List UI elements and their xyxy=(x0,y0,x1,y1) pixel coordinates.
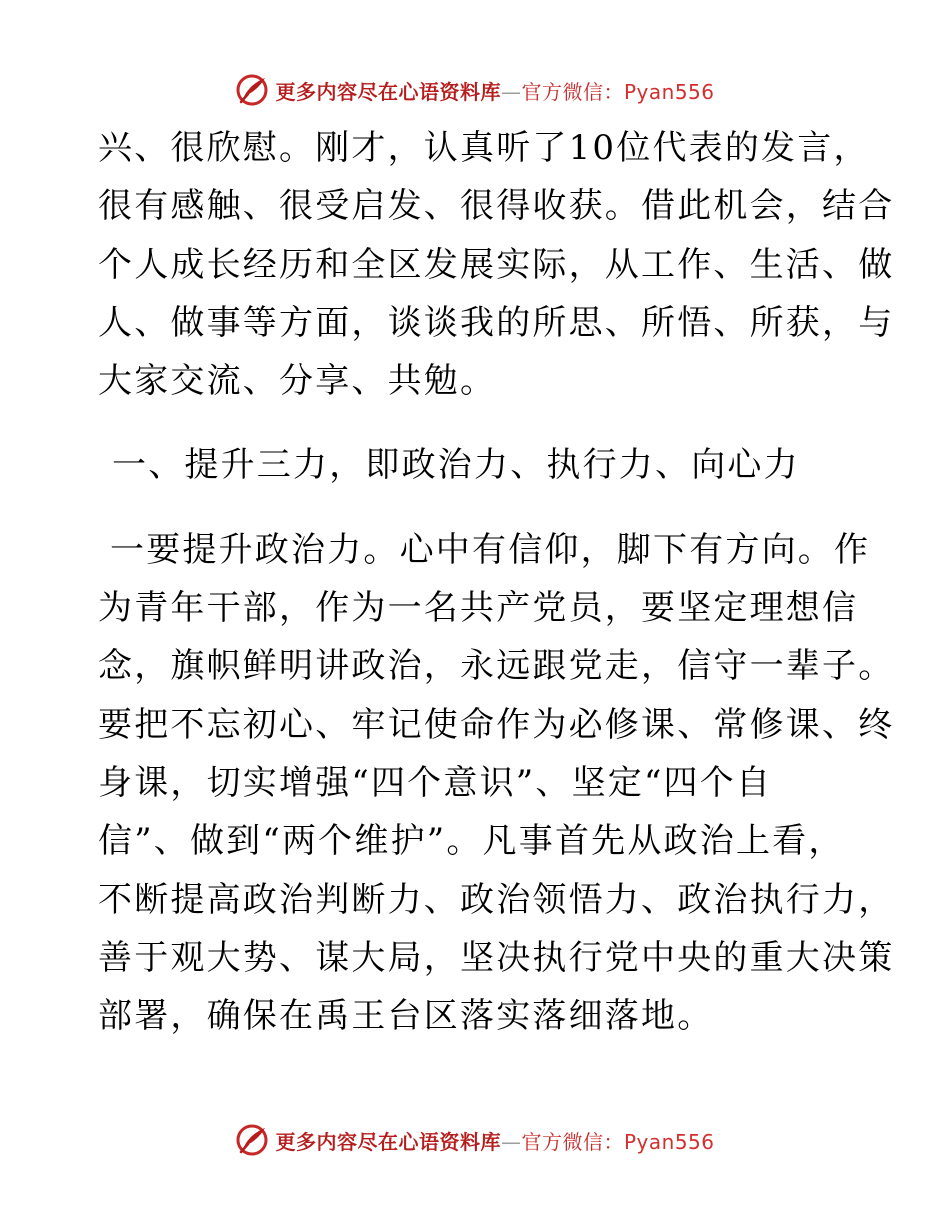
feather-pen-logo-icon xyxy=(235,1123,269,1157)
watermark-wechat-id: Pyan556 xyxy=(623,1129,715,1154)
watermark-main-text: 更多内容尽在心语资料库 xyxy=(275,1129,501,1154)
text-line: 信”、做到“两个维护”。凡事首先从政治上看， xyxy=(98,821,845,862)
feather-pen-logo-icon xyxy=(235,73,269,107)
text-line: 个人成长经历和全区发展实际，从工作、生活、做 xyxy=(98,244,895,285)
footer-watermark xyxy=(0,1120,950,1160)
watermark-main-text: 更多内容尽在心语资料库 xyxy=(275,79,501,104)
text-line: 很有感触、很受启发、很得收获。借此机会，结合 xyxy=(98,186,895,227)
text-line: 为青年干部，作为一名共产党员，要坚定理想信 xyxy=(98,588,859,629)
watermark-wechat-id: Pyan556 xyxy=(623,79,715,104)
text-line: 大家交流、分享、共勉。 xyxy=(98,361,497,402)
text-line: 一要提升政治力。心中有信仰，脚下有方向。作 xyxy=(110,529,871,570)
watermark-wechat-label: 官方微信： xyxy=(521,1129,624,1154)
text-line: 部署，确保在禹王台区落实落细落地。 xyxy=(98,996,714,1037)
text-line: 不断提高政治判断力、政治领悟力、政治执行力， xyxy=(98,879,895,920)
paragraph-opening xyxy=(98,119,895,410)
text-line: 念，旗帜鲜明讲政治，永远跟党走，信守一辈子。 xyxy=(98,646,895,687)
text-line: 兴、很欣慰。刚才，认真听了10位代表的发言， xyxy=(98,128,870,168)
document-body xyxy=(98,119,895,1045)
text-line: 人、做事等方面，谈谈我的所思、所悟、所获，与 xyxy=(98,302,895,343)
header-watermark xyxy=(0,70,950,110)
text-line: 身课，切实增强“四个意识”、坚定“四个自 xyxy=(98,762,773,803)
paragraph-political xyxy=(98,521,895,1046)
watermark-dash: — xyxy=(500,1129,522,1154)
watermark-wechat-label: 官方微信： xyxy=(521,79,624,104)
text-line: 善于观大势、谋大局，坚决执行党中央的重大决策 xyxy=(98,937,895,978)
section-heading: 一、提升三力，即政治力、执行力、向心力 xyxy=(112,445,800,486)
text-line: 要把不忘初心、牢记使命作为必修课、常修课、终 xyxy=(98,704,895,745)
watermark-dash: — xyxy=(500,79,522,104)
